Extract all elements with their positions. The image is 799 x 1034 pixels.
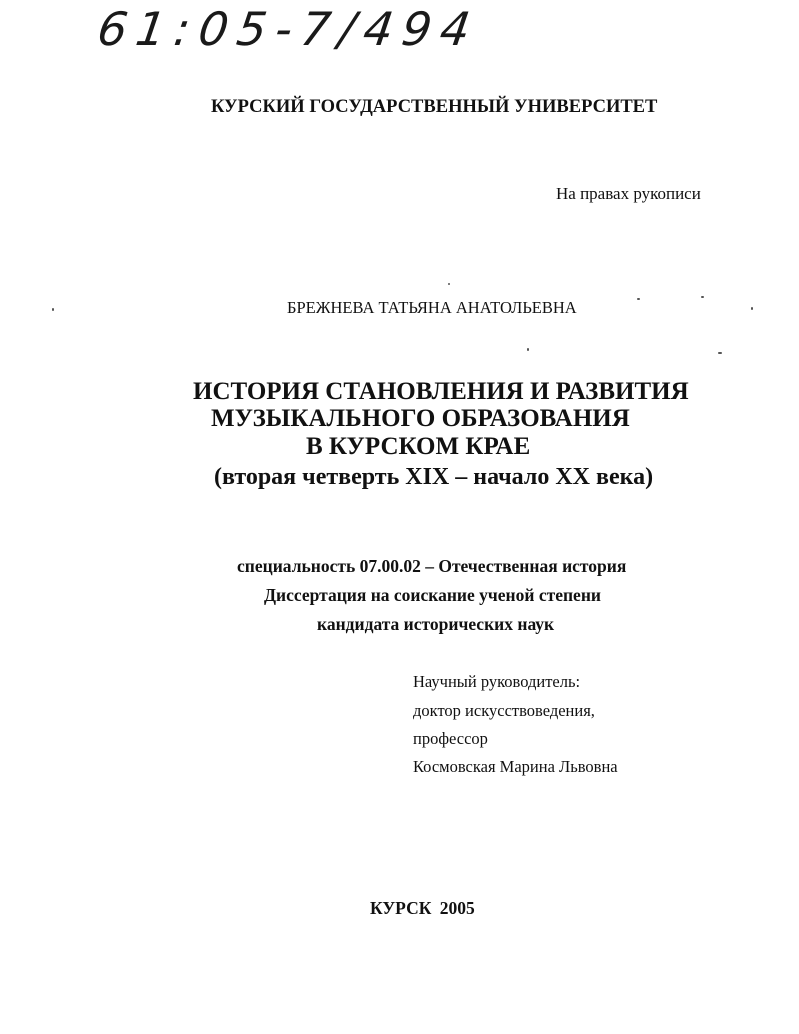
advisor-name: Космовская Марина Львовна: [413, 757, 618, 776]
specialty-code: специальность 07.00.02 – Отечественная история: [237, 556, 627, 576]
scan-speck: [718, 352, 722, 354]
degree-line-2: кандидата исторических наук: [317, 614, 555, 634]
title-line-3: В КУРСКОМ КРАЕ: [306, 433, 531, 460]
degree-line-1: Диссертация на соискание ученой степени: [264, 585, 601, 605]
title-line-1: ИСТОРИЯ СТАНОВЛЕНИЯ И РАЗВИТИЯ: [193, 378, 689, 405]
city-year: КУРСК 2005: [370, 898, 475, 918]
scan-speck: [637, 298, 640, 300]
advisor-rank: профессор: [413, 729, 488, 748]
title-period: (вторая четверть XIX – начало XX века): [214, 464, 654, 490]
scan-speck: [448, 283, 450, 285]
advisor-degree: доктор искусствоведения,: [413, 701, 595, 720]
author-name: БРЕЖНЕВА ТАТЬЯНА АНАТОЛЬЕВНА: [287, 298, 577, 317]
scan-speck: [701, 296, 704, 298]
handwritten-catalog-code: 61:05-7/494: [94, 2, 483, 56]
advisor-label: Научный руководитель:: [413, 672, 581, 691]
manuscript-rights-note: На правах рукописи: [556, 184, 701, 203]
scan-speck: [751, 307, 753, 310]
scan-speck: [52, 308, 54, 311]
university-name: КУРСКИЙ ГОСУДАРСТВЕННЫЙ УНИВЕРСИТЕТ: [211, 97, 658, 117]
title-line-2: МУЗЫКАЛЬНОГО ОБРАЗОВАНИЯ: [211, 405, 630, 432]
scan-speck: [527, 348, 529, 351]
